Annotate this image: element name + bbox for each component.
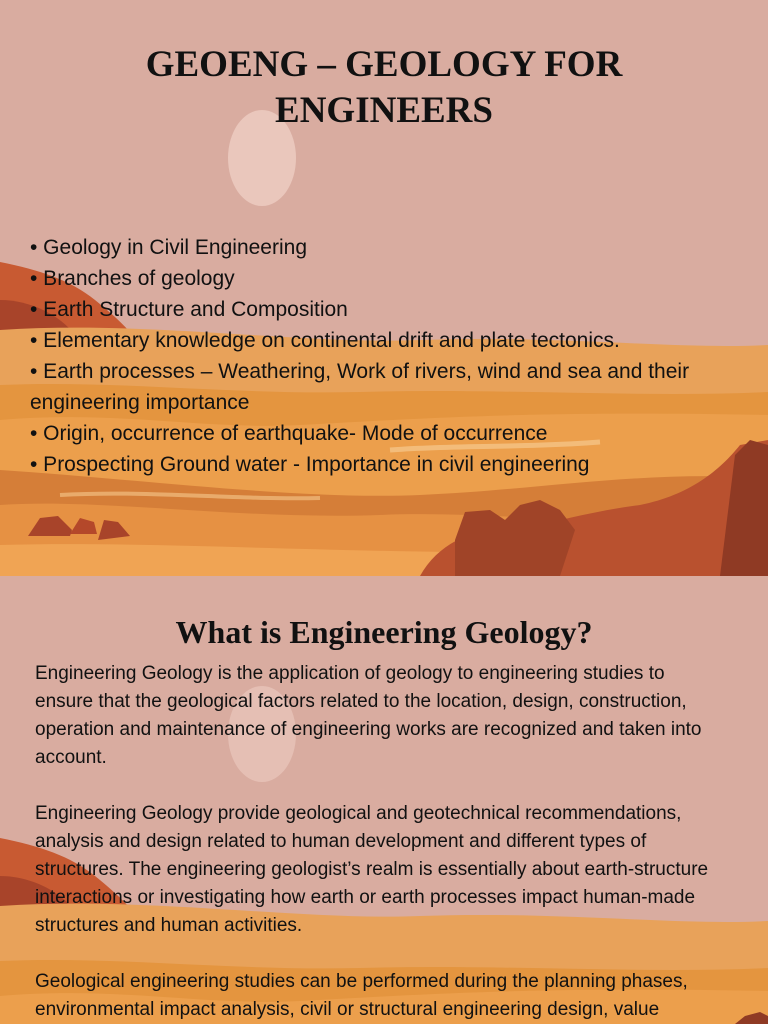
paragraph: Engineering Geology is the application of geology to engineering studies to ensure that the geological factors related to the location, design, construction, operation and maintenance of engineering works are recognized and taken into account. [35, 663, 702, 768]
title-line-2: ENGINEERS [275, 90, 493, 131]
paragraph: Geological engineering studies can be performed during the planning phases, environmental impact analysis, civil or structural engineering design, value [35, 971, 688, 1020]
topic-item: • Earth processes – Weathering, Work of rivers, wind and sea and their engineering importance [30, 360, 690, 414]
paragraph: Engineering Geology provide geological and geotechnical recommendations, analysis and design related to human development and different types of structures. The engineering geologist’s realm is essentially about earth-structure interactions or investigating how earth or earth processes impact human-made structures and human activities. [35, 803, 709, 936]
topic-item: • Geology in Civil Engineering [30, 236, 307, 259]
definition-text [35, 660, 725, 1024]
title-line-1: GEOENG – GEOLOGY FOR [145, 44, 623, 85]
slide-2-title: What is Engineering Geology? [175, 614, 593, 650]
topic-item: • Branches of geology [30, 267, 235, 290]
topic-item: • Prospecting Ground water - Importance in civil engineering [30, 453, 590, 476]
topic-item: • Origin, occurrence of earthquake- Mode of occurrence [30, 422, 548, 445]
topic-list [30, 232, 730, 480]
topic-item: • Earth Structure and Composition [30, 298, 348, 321]
topic-item: • Elementary knowledge on continental drift and plate tectonics. [30, 329, 620, 352]
slide-1-title [0, 42, 768, 134]
slide-2 [0, 576, 768, 1024]
